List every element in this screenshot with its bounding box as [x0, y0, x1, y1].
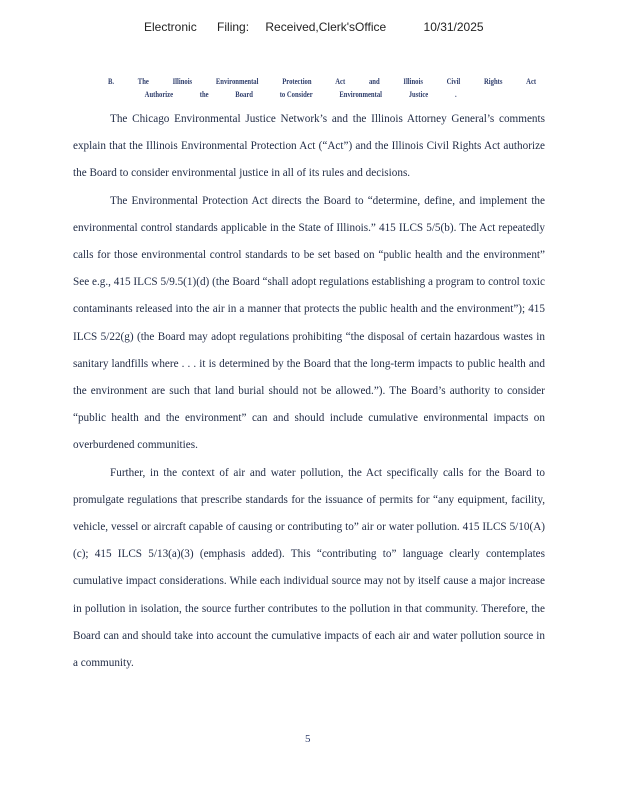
page-number: 5: [305, 733, 311, 745]
paragraph-2: The Environmental Protection Act directs the Board to “determine, define, and implement the environmental control standards applicable in the State of Illinois.” 415 ILCS 5/5(b). The Act repeatedly calls for those environmental control standards to be set based on “public health and the environment” See e.g., 415 ILCS 5/9.5(1)(d) (the Board “shall adopt regulations establishing a program to control toxic contaminants released into the air in a manner that protects the public health and the environment”); 415 ILCS 5/22(g) (the Board may adopt regulations prohibiting “the disposal of certain hazardous wastes in sanitary landfills where . . . it is determined by the Board that the long-term impacts to public health and the environment are such that land burial should not be allowed.”). The Board’s authority to consider “public health and the environment” can and should include cumulative environmental impacts on overburdened communities.: [73, 194, 545, 452]
header-electronic: Electronic: [144, 20, 197, 34]
heading-word: Illinois: [172, 76, 193, 86]
header-date: 10/31/2025: [423, 20, 484, 34]
heading-word: to Consider: [279, 89, 313, 99]
header-received: Received,Clerk'sOffice: [265, 20, 387, 34]
paragraph-3: Further, in the context of air and water pollution, the Act specifically calls for the Board to promulgate regulations that prescribe standards for the issuance of permits for “any equipment, facility, vehicle, vessel or aircraft capable of causing or contributing to” air or water pollution. 415 ILCS 5/10(A)(c); 415 ILCS 5/13(a)(3) (emphasis added). This “contributing to” language clearly contemplates cumulative impact considerations. While each individual source may not by itself cause a major increase in pollution in isolation, the source further contributes to the pollution in that community. Therefore, the Board can and should take into account the cumulative impacts of each air and water pollution source in a community.: [73, 466, 545, 670]
heading-word: .: [454, 89, 457, 99]
heading-word: The: [137, 76, 149, 86]
section-heading-row1: [108, 75, 536, 88]
heading-word: Board: [235, 89, 253, 99]
heading-word: the: [199, 89, 209, 99]
heading-word: Act: [526, 76, 537, 86]
heading-word: Illinois: [403, 76, 423, 86]
heading-word: Act: [335, 76, 346, 86]
document-body: [73, 106, 545, 677]
heading-word: Environmental: [215, 76, 259, 86]
section-letter: B.: [108, 76, 115, 86]
section-heading: [108, 75, 537, 101]
heading-word: and: [368, 76, 380, 86]
heading-word: Environmental: [339, 89, 382, 99]
heading-word: Protection: [282, 76, 312, 86]
filing-header: [144, 20, 484, 34]
paragraph-1: The Chicago Environmental Justice Network’s and the Illinois Attorney General’s comments explain that the Illinois Environmental Protection Act (“Act”) and the Illinois Civil Rights Act authorize the Board to consider environmental justice in all of its rules and decisions.: [73, 113, 545, 180]
heading-word: Justice: [408, 89, 429, 99]
heading-word: Civil: [446, 76, 461, 86]
heading-word: Rights: [484, 76, 503, 86]
heading-word: Authorize: [144, 89, 174, 99]
section-heading-row2: [145, 88, 457, 101]
header-filing: Filing:: [217, 20, 250, 34]
